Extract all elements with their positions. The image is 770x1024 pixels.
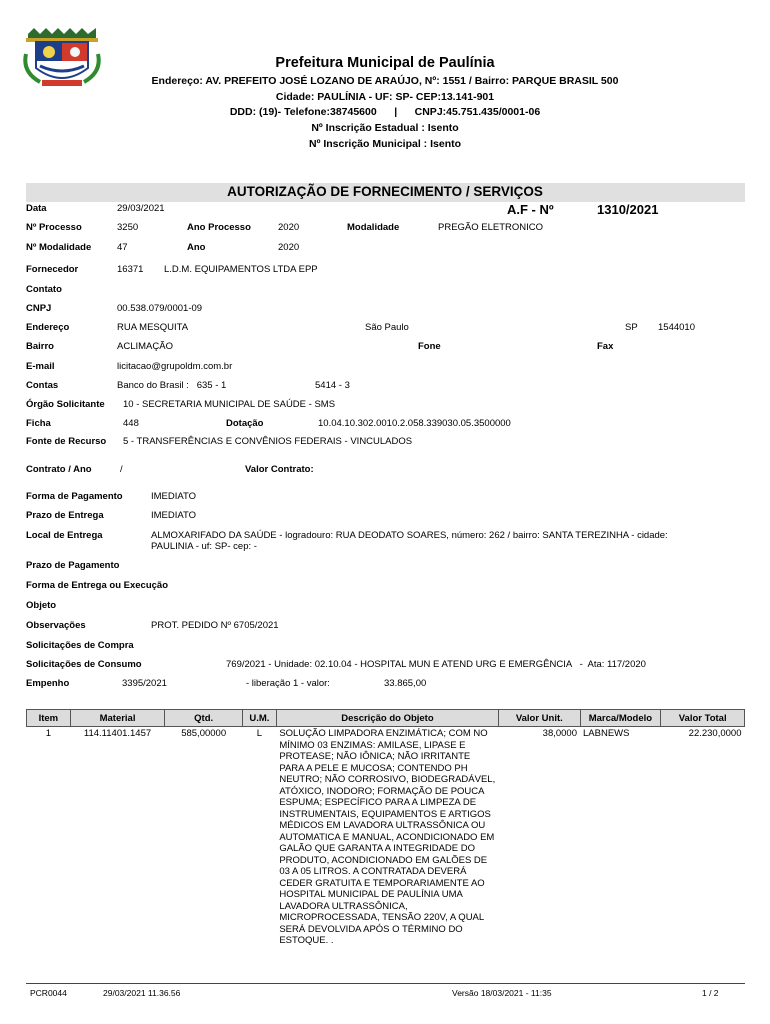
label-fone: Fone <box>418 341 441 352</box>
column-header-item: Item <box>27 710 71 727</box>
value-empenho-valor: 33.865,00 <box>384 678 427 689</box>
label-bairro: Bairro <box>26 341 54 352</box>
label-processo: Nº Processo <box>26 222 82 233</box>
label-local-entrega: Local de Entrega <box>26 530 103 541</box>
column-header-valor-unit: Valor Unit. <box>499 710 580 727</box>
header-city: Cidade: PAULÍNIA - UF: SP- CEP:13.141-901 <box>275 91 495 103</box>
label-n-modalidade: Nº Modalidade <box>26 242 92 253</box>
page-title: Prefeitura Municipal de Paulínia <box>275 55 495 71</box>
header-municipal-registration: Nº Inscrição Municipal : Isento <box>308 138 462 150</box>
value-conta: 5414 - 3 <box>315 380 350 391</box>
value-liberacao: - liberação 1 - valor: <box>246 678 330 689</box>
value-af-number: 1310/2021 <box>597 202 659 217</box>
label-endereco: Endereço <box>26 322 70 333</box>
value-observacoes: PROT. PEDIDO Nº 6705/2021 <box>151 620 279 631</box>
column-header-um: U.M. <box>242 710 276 727</box>
label-fornecedor: Fornecedor <box>26 264 79 275</box>
column-header-qtd: Qtd. <box>165 710 243 727</box>
label-valor-contrato: Valor Contrato: <box>245 464 314 475</box>
value-data: 29/03/2021 <box>117 203 165 214</box>
footer-form-code: PCR0044 <box>30 988 67 998</box>
header-address: Endereço: AV. PREFEITO JOSÉ LOZANO DE ARAÚJO, Nº: 1551 / Bairro: PARQUE BRASIL 500 <box>151 75 619 87</box>
label-forma-pagamento: Forma de Pagamento <box>26 491 123 502</box>
label-objeto: Objeto <box>26 600 57 611</box>
value-orgao-solicitante: 10 - SECRETARIA MUNICIPAL DE SAÚDE - SMS <box>123 399 336 410</box>
value-empenho: 3395/2021 <box>122 678 167 689</box>
label-fonte-recurso: Fonte de Recurso <box>26 436 107 447</box>
cell-descricao: SOLUÇÃO LIMPADORA ENZIMÁTICA; COM NO MÍNIMO 03 ENZIMAS: AMILASE, LIPASE E PROTEASE; NÃO IÔNICA; NÃO IRRITANTE PARA A PELE E MUCOSA; CONTENDO PH NEUTRO; NÃO CORROSIVO, BIODEGRADÁVEL, ATÓXICO, INODORO; FORMAÇÃO DE POUCA ESPUMA; ESPECÍFICO PARA A LIMPEZA DE INSTRUMENTAIS, EQUIPAMENTOS E ARTIGOS MÉDICOS EM LAVADORA ULTRASSÔNICA OU AUTOMATICA E MANUAL, ACONDICIONADO EM GALÃO QUE GARANTA A INTEGRIDADE DO PRODUTO, ACONDICIONADO EM GALÕES DE 03 A 05 LITROS. A CONTRATADA DEVERÁ CEDER GRATUITA E TEMPORARIAMENTE AO HOSPITAL MUNICIPAL DE PAULÍNIA UMA LAVADORA ULTRASSÔNICA, MICROPROCESSADA, TENSÃO 220V, A QUAL SERÁ DEVOLVIDA APÓS O TÉRMINO DO ESTOQUE. . <box>279 728 496 946</box>
value-bairro: ACLIMAÇÃO <box>117 341 173 352</box>
label-observacoes: Observações <box>26 620 86 631</box>
label-prazo-pagamento: Prazo de Pagamento <box>26 560 120 571</box>
cell-qtd: 585,00000 <box>181 728 227 739</box>
label-ano: Ano <box>187 242 206 253</box>
value-ano: 2020 <box>278 242 300 253</box>
cell-valor-unit: 38,0000 <box>542 728 577 739</box>
column-header-valor-total: Valor Total <box>661 710 745 727</box>
label-data: Data <box>26 203 47 214</box>
value-ficha: 448 <box>123 418 139 429</box>
label-orgao-solicitante: Órgão Solicitante <box>26 399 105 410</box>
label-forma-entrega: Forma de Entrega ou Execução <box>26 580 169 591</box>
value-cep: 1544010 <box>658 322 695 333</box>
value-forma-pagamento: IMEDIATO <box>151 491 197 502</box>
column-header-descricao: Descrição do Objeto <box>276 710 498 727</box>
items-table <box>26 709 745 947</box>
footer-page-number: 1 / 2 <box>702 988 719 998</box>
value-local-entrega-line2: PAULINIA - uf: SP- cep: - <box>151 541 257 552</box>
footer-version: Versão 18/03/2021 - 11:35 <box>452 988 552 998</box>
label-fax: Fax <box>597 341 614 352</box>
value-ano-processo: 2020 <box>278 222 300 233</box>
value-cnpj: 00.538.079/0001-09 <box>117 303 203 314</box>
label-solicitacoes-compra: Solicitações de Compra <box>26 640 134 651</box>
value-email: licitacao@grupoldm.com.br <box>117 361 233 372</box>
value-prazo-entrega: IMEDIATO <box>151 510 197 521</box>
label-prazo-entrega: Prazo de Entrega <box>26 510 104 521</box>
value-uf: SP <box>625 322 638 333</box>
label-ficha: Ficha <box>26 418 51 429</box>
label-empenho: Empenho <box>26 678 70 689</box>
cell-um: L <box>256 728 263 739</box>
label-contrato-ano: Contrato / Ano <box>26 464 92 475</box>
label-solicitacoes-consumo: Solicitações de Consumo <box>26 659 142 670</box>
column-header-material: Material <box>70 710 165 727</box>
label-dotacao: Dotação <box>226 418 264 429</box>
label-ano-processo: Ano Processo <box>187 222 251 233</box>
header-phone-cnpj: DDD: (19)- Telefone:38745600 | CNPJ:45.751.435/0001-06 <box>229 106 541 118</box>
value-dotacao: 10.04.10.302.0010.2.058.339030.05.3500000 <box>318 418 511 429</box>
label-cnpj: CNPJ <box>26 303 52 314</box>
cell-item: 1 <box>45 728 51 739</box>
document-title: AUTORIZAÇÃO DE FORNECIMENTO / SERVIÇOS <box>227 184 543 199</box>
value-cidade: São Paulo <box>365 322 409 333</box>
label-modalidade: Modalidade <box>347 222 400 233</box>
table-header-row <box>27 710 745 727</box>
column-header-marca-modelo: Marca/Modelo <box>580 710 661 727</box>
value-local-entrega-line1: ALMOXARIFADO DA SAÚDE - logradouro: RUA DEODATO SOARES, número: 262 / bairro: SANTA TEREZINHA - cidade: <box>151 530 668 541</box>
label-contato: Contato <box>26 284 62 295</box>
label-contas: Contas <box>26 380 59 391</box>
value-endereco: RUA MESQUITA <box>117 322 189 333</box>
footer-datetime: 29/03/2021 11.36.56 <box>103 988 181 998</box>
label-email: E-mail <box>26 361 55 372</box>
value-banco: Banco do Brasil : 635 - 1 <box>117 380 227 391</box>
header-state-registration: Nº Inscrição Estadual : Isento <box>311 122 459 134</box>
cell-valor-total: 22.230,0000 <box>688 728 742 739</box>
value-modalidade: PREGÃO ELETRONICO <box>438 222 544 233</box>
label-af-number: A.F - Nº <box>507 202 554 217</box>
value-fornecedor-code: 16371 <box>117 264 144 275</box>
value-contrato-ano: / <box>120 464 123 475</box>
cell-material: 114.11401.1457 <box>83 728 152 739</box>
value-solicitacoes-consumo: 769/2021 - Unidade: 02.10.04 - HOSPITAL MUN E ATEND URG E EMERGÊNCIA - Ata: 117/2020 <box>226 659 646 670</box>
footer-divider <box>26 983 745 984</box>
table-row <box>27 727 745 947</box>
value-n-modalidade: 47 <box>117 242 128 253</box>
value-fonte-recurso: 5 - TRANSFERÊNCIAS E CONVÊNIOS FEDERAIS - VINCULADOS <box>123 436 413 447</box>
cell-marca-modelo: LABNEWS <box>583 728 630 739</box>
value-processo: 3250 <box>117 222 139 233</box>
value-fornecedor-name: L.D.M. EQUIPAMENTOS LTDA EPP <box>164 264 318 275</box>
